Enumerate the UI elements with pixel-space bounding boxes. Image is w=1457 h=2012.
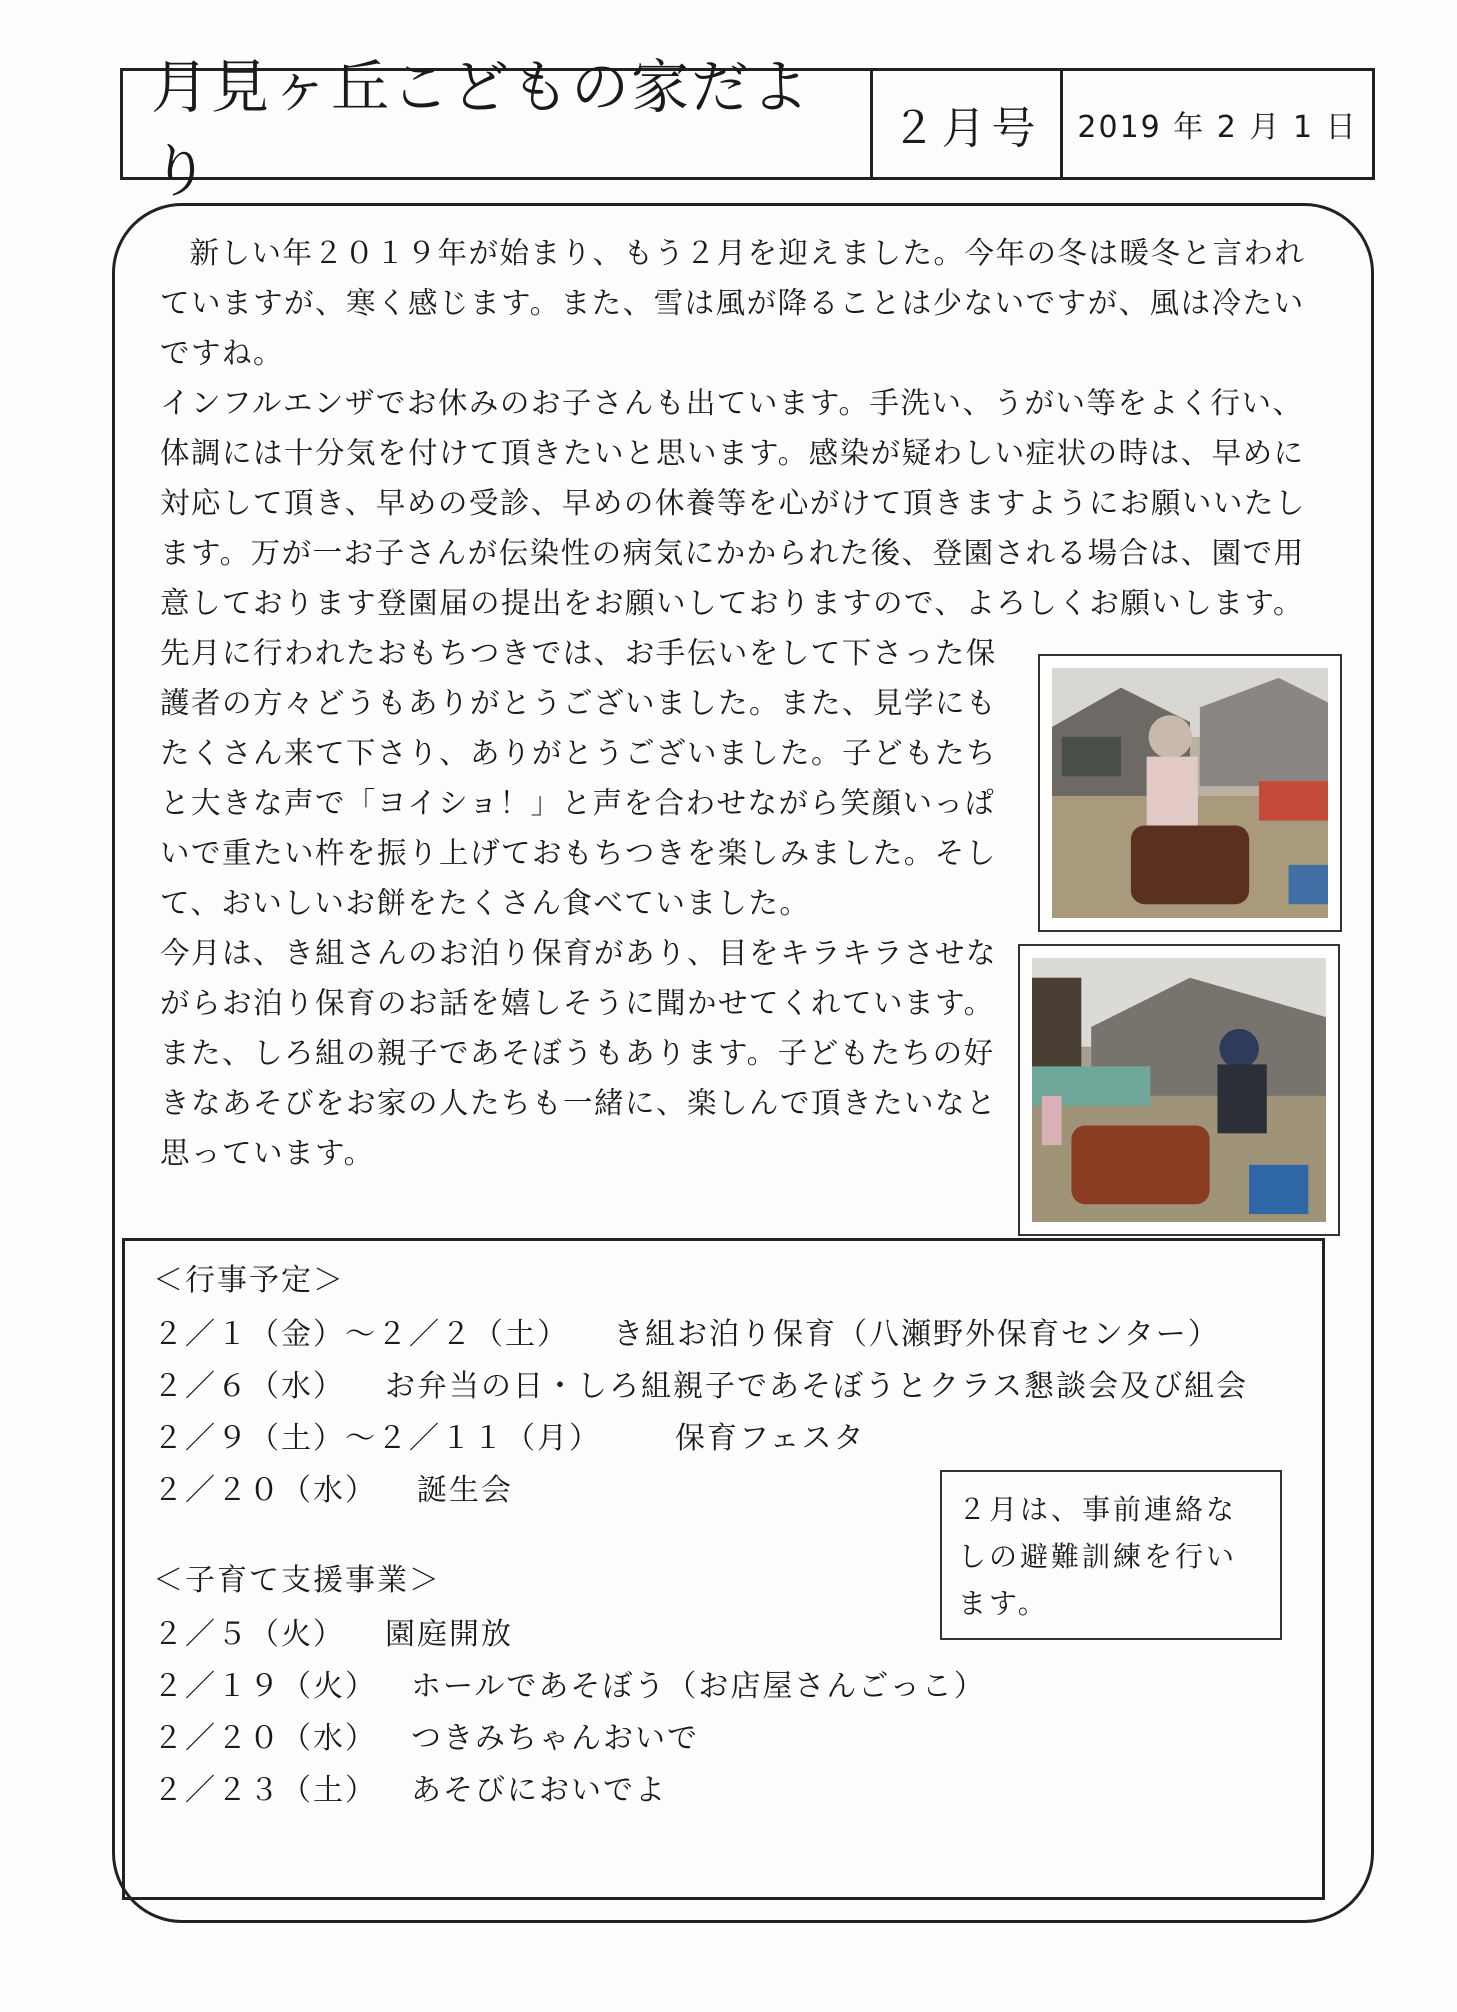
support-heading: ＜子育て支援事業＞ (153, 1563, 441, 1598)
evacuation-drill-notice: ２月は、事前連絡なしの避難訓練を行います。 (940, 1470, 1282, 1640)
events-heading: ＜行事予定＞ (153, 1263, 345, 1298)
event-row (153, 1309, 1322, 1361)
support-row (153, 1713, 1322, 1765)
support-date: ２／５（火） (153, 1617, 345, 1652)
mochitsuki-photo-1 (1038, 654, 1342, 932)
newsletter-title: 月見ヶ丘こどもの家だより (123, 71, 873, 177)
event-desc: き組お泊り保育（八瀬野外保育センター） (613, 1317, 1220, 1352)
event-row (153, 1413, 1322, 1465)
event-date: ２／９（土）～２／１１（月） (153, 1421, 601, 1456)
support-date: ２／２３（土） (153, 1773, 377, 1808)
support-date: ２／２０（水） (153, 1721, 377, 1756)
support-desc: あそびにおいでよ (411, 1773, 667, 1808)
event-date: ２／２０（水） (153, 1473, 377, 1508)
support-row (153, 1661, 1322, 1713)
event-date: ２／１（金）～２／２（土） (153, 1317, 569, 1352)
support-desc: ホールであそぼう（お店屋さんごっこ） (411, 1669, 986, 1704)
event-row (153, 1361, 1322, 1413)
support-desc: 園庭開放 (385, 1617, 513, 1652)
mochitsuki-photo-2 (1018, 944, 1340, 1236)
support-desc: つきみちゃんおいで (411, 1721, 699, 1756)
event-desc: 保育フェスタ (675, 1421, 866, 1456)
event-date: ２／６（水） (153, 1369, 345, 1404)
issue-date: 2019 年 2 月 1 日 (1077, 110, 1358, 145)
support-date: ２／１９（火） (153, 1669, 377, 1704)
issue-label: ２月号 (873, 71, 1063, 177)
paragraph-greeting: 新しい年２０１９年が始まり、もう２月を迎えました。今年の冬は暖冬と言われていますが、寒く感じます。また、雪は風が降ることは少ないですが、風は冷たいですね。 (160, 236, 1306, 370)
event-desc: お弁当の日・しろ組親子であそぼうとクラス懇談会及び組会 (385, 1369, 1249, 1404)
support-row (153, 1765, 1322, 1817)
paragraph-this-month: 今月は、き組さんのお泊り保育があり、目をキラキラさせながらお泊り保育のお話を嬉しそうに聞かせてくれています。また、しろ組の親子であそぼうもあります。子どもたちの好きなあそびをお家の人たちも一緒に、楽しんで頂きたいなと思っています。 (160, 936, 998, 1170)
event-desc: 誕生会 (417, 1473, 513, 1508)
paragraph-influenza: インフルエンザでお休みのお子さんも出ています。手洗い、うがい等をよく行い、体調には十分気を付けて頂きたいと思います。感染が疑わしい症状の時は、早めに対応して頂き、早めの受診、早めの休養等を心がけて頂きますようにお願いいたします。万が一お子さんが伝染性の病気にかかられた後、登園される場合は、園で用意しております登園届の提出をお願いしておりますので、よろしくお願いします。 (160, 386, 1306, 620)
paragraph-mochitsuki: 先月に行われたおもちつきでは、お手伝いをして下さった保護者の方々どうもありがとうございました。また、見学にもたくさん来て下さり、ありがとうございました。子どもたちと大きな声で「ヨイショ！」と声を合わせながら笑顔いっぱいで重たい杵を振り上げておもちつきを楽しみました。そして、おいしいお餅をたくさん食べていました。 (160, 636, 998, 920)
newsletter-header (120, 53, 1375, 205)
